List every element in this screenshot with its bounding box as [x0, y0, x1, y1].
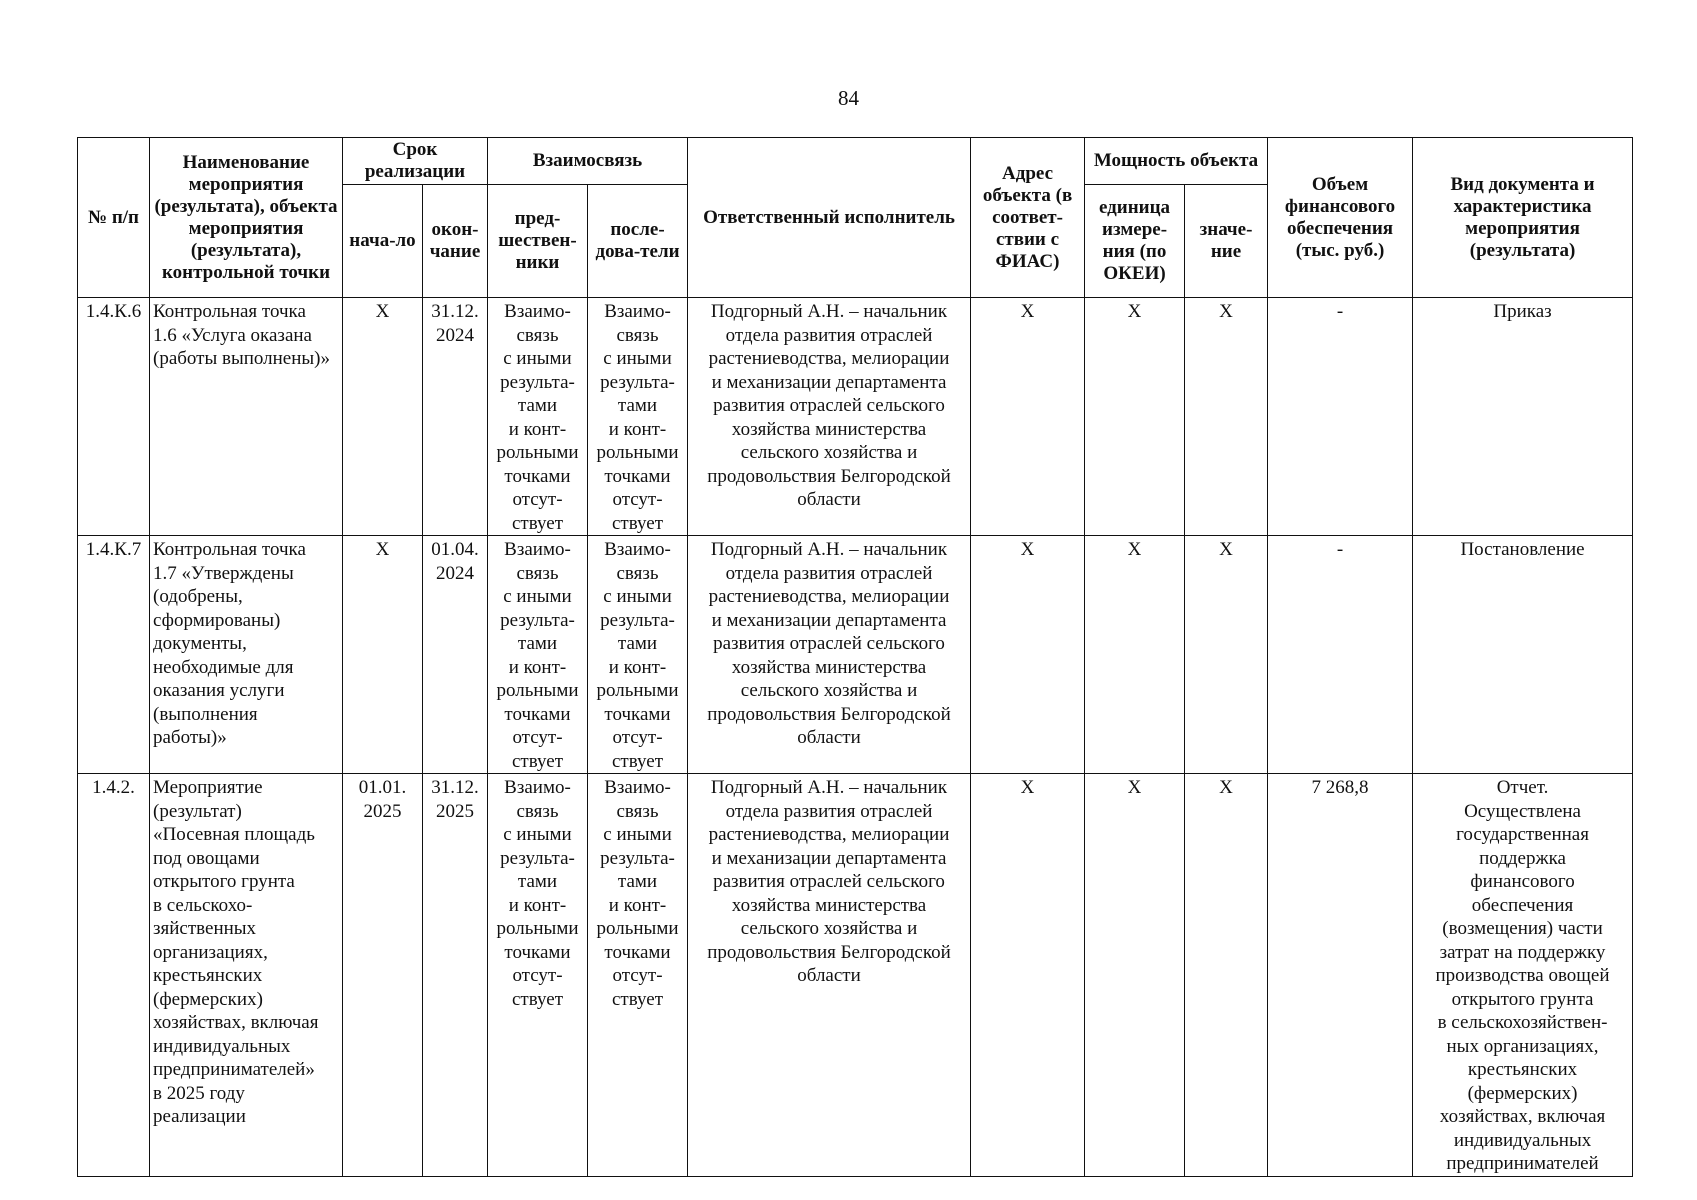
cell-line: рольными: [496, 442, 579, 463]
cell-line: отсут-: [512, 727, 563, 748]
cell-line: сельского хозяйства и: [740, 442, 918, 463]
cell-line: с иными: [603, 824, 672, 845]
cell-line: с иными: [503, 824, 572, 845]
cell-end: [423, 774, 488, 1177]
cell-value: X: [1185, 298, 1268, 536]
cell-line: X: [375, 539, 390, 560]
cell-finance: -: [1268, 536, 1413, 774]
header-name: Наименование мероприятия (результата), объекта мероприятия (результата), контрольной точки: [150, 138, 343, 298]
cell-line: растениеводства, мелиорации: [708, 348, 950, 369]
cell-line: точками: [504, 941, 571, 963]
cell-line: Подгорный А.Н. – начальник: [710, 301, 948, 322]
cell-line: развития отраслей сельского: [713, 871, 945, 892]
cell-num: 1.4.К.7: [78, 536, 150, 774]
cell-address: X: [971, 774, 1085, 1177]
cell-line: (фермерских): [153, 988, 263, 1010]
header-doc: Вид документа и характеристика мероприятия (результата): [1413, 138, 1633, 298]
cell-line: «Посевная площадь: [153, 824, 315, 845]
cell-line: ствует: [611, 988, 664, 1010]
cell-line: 01.01.: [358, 777, 407, 798]
header-capacity-unit: единица измере-ния (по ОКЕИ): [1085, 185, 1185, 298]
cell-finance: 7 268,8: [1268, 774, 1413, 1177]
table-row: [78, 774, 1633, 1177]
cell-line: 31.12.: [431, 777, 479, 798]
header-capacity: Мощность объекта: [1085, 138, 1268, 185]
cell-line: государственная: [1456, 824, 1589, 845]
cell-line: ствует: [611, 750, 664, 772]
cell-line: ных организациях,: [1446, 1035, 1599, 1057]
cell-name: [150, 774, 343, 1177]
cell-line: Мероприятие: [153, 777, 263, 798]
cell-line: результа-: [500, 371, 575, 393]
cell-line: результа-: [600, 609, 675, 631]
cell-line: поддержка: [1479, 847, 1566, 869]
cell-line: отсут-: [612, 489, 663, 510]
cell-line: (фермерских): [1467, 1082, 1578, 1104]
table-header: [78, 138, 1633, 298]
cell-line: тами: [517, 395, 558, 416]
header-period-end: окон-чание: [423, 185, 488, 298]
cell-line: и конт-: [508, 894, 567, 916]
cell-start: [343, 774, 423, 1177]
cell-line: отсут-: [612, 727, 663, 748]
cell-unit: X: [1085, 298, 1185, 536]
table-row: [78, 536, 1633, 774]
cell-line: реализации: [153, 1106, 246, 1127]
cell-line: отдела развития отраслей: [725, 324, 933, 346]
cell-line: тами: [517, 871, 558, 892]
cell-line: индивидуальных: [1453, 1129, 1592, 1151]
cell-address: X: [971, 298, 1085, 536]
cell-name: [150, 298, 343, 536]
cell-line: сельского хозяйства и: [740, 680, 918, 701]
cell-line: продовольствия Белгородской: [707, 941, 951, 963]
cell-line: ствует: [511, 750, 564, 772]
cell-line: точками: [604, 941, 671, 963]
cell-line: результа-: [500, 847, 575, 869]
cell-line: организациях,: [153, 941, 268, 963]
cell-num: 1.4.К.6: [78, 298, 150, 536]
cell-value: X: [1185, 774, 1268, 1177]
header-relation: Взаимосвязь: [488, 138, 688, 185]
cell-line: рольными: [596, 918, 679, 939]
cell-line: (возмещения) части: [1442, 918, 1603, 939]
cell-line: Взаимо-: [504, 777, 571, 798]
cell-line: 2025: [363, 800, 402, 822]
cell-line: отдела развития отраслей: [725, 562, 933, 584]
cell-name: [150, 536, 343, 774]
cell-line: сформированы): [153, 609, 281, 631]
cell-predecessors: [488, 298, 588, 536]
cell-line: 1.6 «Услуга оказана: [153, 324, 312, 346]
cell-line: и конт-: [508, 656, 567, 678]
cell-line: отсут-: [612, 965, 663, 986]
header-finance: Объем финансового обеспечения (тыс. руб.): [1268, 138, 1413, 298]
cell-line: 01.04.: [431, 539, 479, 560]
cell-line: тами: [617, 395, 658, 416]
cell-line: связь: [616, 562, 659, 584]
cell-finance: -: [1268, 298, 1413, 536]
header-period-start: нача-ло: [343, 185, 423, 298]
activities-table: [77, 137, 1633, 1177]
cell-line: развития отраслей сельского: [713, 633, 945, 654]
cell-line: индивидуальных: [153, 1035, 291, 1057]
cell-line: Взаимо-: [504, 539, 571, 560]
cell-line: работы)»: [153, 727, 227, 748]
cell-line: обеспечения: [1471, 894, 1574, 916]
cell-line: результа-: [600, 847, 675, 869]
cell-line: (результат): [153, 800, 242, 822]
cell-line: производства овощей: [1435, 965, 1610, 986]
cell-line: зяйственных: [153, 918, 257, 939]
cell-line: точками: [504, 703, 571, 725]
cell-line: 31.12.: [431, 301, 479, 322]
cell-line: с иными: [503, 586, 572, 607]
cell-line: и конт-: [608, 656, 667, 678]
cell-unit: X: [1085, 536, 1185, 774]
cell-line: открытого грунта: [153, 871, 295, 892]
cell-line: и механизации департамента: [711, 609, 947, 631]
cell-line: и механизации департамента: [711, 371, 947, 393]
cell-line: X: [375, 301, 390, 322]
cell-line: точками: [604, 703, 671, 725]
cell-line: Приказ: [1493, 301, 1552, 322]
cell-line: 2024: [436, 562, 474, 584]
cell-address: X: [971, 536, 1085, 774]
cell-line: Контрольная точка: [153, 301, 306, 322]
cell-line: сельского хозяйства и: [740, 918, 918, 939]
cell-line: Взаимо-: [604, 777, 671, 798]
cell-line: с иными: [603, 586, 672, 607]
cell-line: результа-: [500, 609, 575, 631]
cell-line: связь: [616, 324, 659, 346]
cell-line: отсут-: [512, 965, 563, 986]
cell-line: оказания услуги: [153, 680, 285, 701]
cell-start: [343, 298, 423, 536]
cell-line: Постановление: [1460, 539, 1585, 560]
cell-line: предпринимателей»: [153, 1059, 315, 1080]
cell-successors: [588, 298, 688, 536]
cell-line: продовольствия Белгородской: [707, 703, 951, 725]
cell-line: хозяйства министерства: [731, 418, 927, 440]
cell-line: тами: [617, 871, 658, 892]
cell-line: результа-: [600, 371, 675, 393]
cell-line: крестьянских: [1467, 1059, 1578, 1080]
header-address: Адрес объекта (в соответ-ствии с ФИАС): [971, 138, 1085, 298]
cell-line: Осуществлена: [1464, 800, 1581, 822]
cell-line: в сельскохозяйствен-: [1437, 1012, 1608, 1033]
cell-line: развития отраслей сельского: [713, 395, 945, 416]
cell-line: хозяйствах, включая: [1439, 1106, 1606, 1127]
cell-line: крестьянских: [153, 965, 263, 986]
cell-line: с иными: [603, 348, 672, 369]
cell-line: (выполнения: [153, 703, 258, 725]
cell-line: финансового: [1470, 871, 1575, 892]
cell-line: точками: [604, 465, 671, 487]
cell-line: Взаимо-: [604, 301, 671, 322]
cell-line: хозяйства министерства: [731, 894, 927, 916]
cell-line: ствует: [611, 512, 664, 534]
cell-predecessors: [488, 774, 588, 1177]
cell-line: и конт-: [608, 894, 667, 916]
cell-executor: [688, 298, 971, 536]
header-executor: Ответственный исполнитель: [688, 138, 971, 298]
cell-line: 2025: [436, 800, 474, 822]
cell-line: рольными: [496, 680, 579, 701]
cell-end: [423, 298, 488, 536]
cell-start: [343, 536, 423, 774]
cell-line: документы,: [153, 633, 247, 654]
cell-line: в сельскохо-: [153, 894, 253, 916]
cell-line: и механизации департамента: [711, 847, 947, 869]
cell-line: связь: [516, 800, 559, 822]
cell-line: в 2025 году: [153, 1082, 245, 1104]
cell-line: тами: [517, 633, 558, 654]
cell-line: Отчет.: [1496, 777, 1549, 798]
cell-line: хозяйствах, включая: [153, 1012, 319, 1033]
cell-successors: [588, 774, 688, 1177]
cell-line: области: [797, 965, 861, 986]
cell-num: 1.4.2.: [78, 774, 150, 1177]
cell-line: (работы выполнены)»: [153, 348, 330, 369]
cell-line: связь: [616, 800, 659, 822]
cell-line: затрат на поддержку: [1439, 941, 1606, 963]
cell-document: [1413, 774, 1633, 1177]
cell-line: области: [797, 727, 861, 748]
cell-line: рольными: [596, 680, 679, 701]
cell-line: хозяйства министерства: [731, 656, 927, 678]
cell-successors: [588, 536, 688, 774]
header-period: Срок реализации: [343, 138, 488, 185]
cell-line: открытого грунта: [1451, 988, 1594, 1010]
cell-line: 2024: [436, 324, 474, 346]
table-row: [78, 298, 1633, 536]
cell-line: Подгорный А.Н. – начальник: [710, 777, 948, 798]
cell-line: Подгорный А.Н. – начальник: [710, 539, 948, 560]
cell-line: точками: [504, 465, 571, 487]
cell-line: связь: [516, 324, 559, 346]
cell-line: растениеводства, мелиорации: [708, 824, 950, 845]
cell-line: рольными: [496, 918, 579, 939]
cell-executor: [688, 774, 971, 1177]
cell-line: (одобрены,: [153, 586, 243, 607]
header-capacity-value: значе-ние: [1185, 185, 1268, 298]
cell-line: растениеводства, мелиорации: [708, 586, 950, 607]
cell-line: отсут-: [512, 489, 563, 510]
cell-line: необходимые для: [153, 656, 294, 678]
cell-document: [1413, 298, 1633, 536]
cell-line: предпринимателей: [1446, 1153, 1599, 1174]
cell-line: под овощами: [153, 847, 260, 869]
cell-line: Контрольная точка: [153, 539, 306, 560]
cell-line: области: [797, 489, 861, 510]
cell-line: и конт-: [508, 418, 567, 440]
cell-line: отдела развития отраслей: [725, 800, 933, 822]
cell-line: тами: [617, 633, 658, 654]
header-relation-next: после-дова-тели: [588, 185, 688, 298]
cell-document: [1413, 536, 1633, 774]
page-number: 84: [838, 86, 859, 110]
cell-value: X: [1185, 536, 1268, 774]
cell-line: 1.7 «Утверждены: [153, 562, 294, 584]
cell-line: Взаимо-: [604, 539, 671, 560]
cell-line: и конт-: [608, 418, 667, 440]
cell-line: связь: [516, 562, 559, 584]
table-body: [78, 298, 1633, 1177]
cell-line: продовольствия Белгородской: [707, 465, 951, 487]
cell-end: [423, 536, 488, 774]
cell-line: ствует: [511, 512, 564, 534]
cell-unit: X: [1085, 774, 1185, 1177]
cell-line: рольными: [596, 442, 679, 463]
header-num: № п/п: [78, 138, 150, 298]
cell-predecessors: [488, 536, 588, 774]
header-relation-prev: пред-шествен-ники: [488, 185, 588, 298]
cell-line: Взаимо-: [504, 301, 571, 322]
cell-line: с иными: [503, 348, 572, 369]
cell-executor: [688, 536, 971, 774]
cell-line: ствует: [511, 988, 564, 1010]
